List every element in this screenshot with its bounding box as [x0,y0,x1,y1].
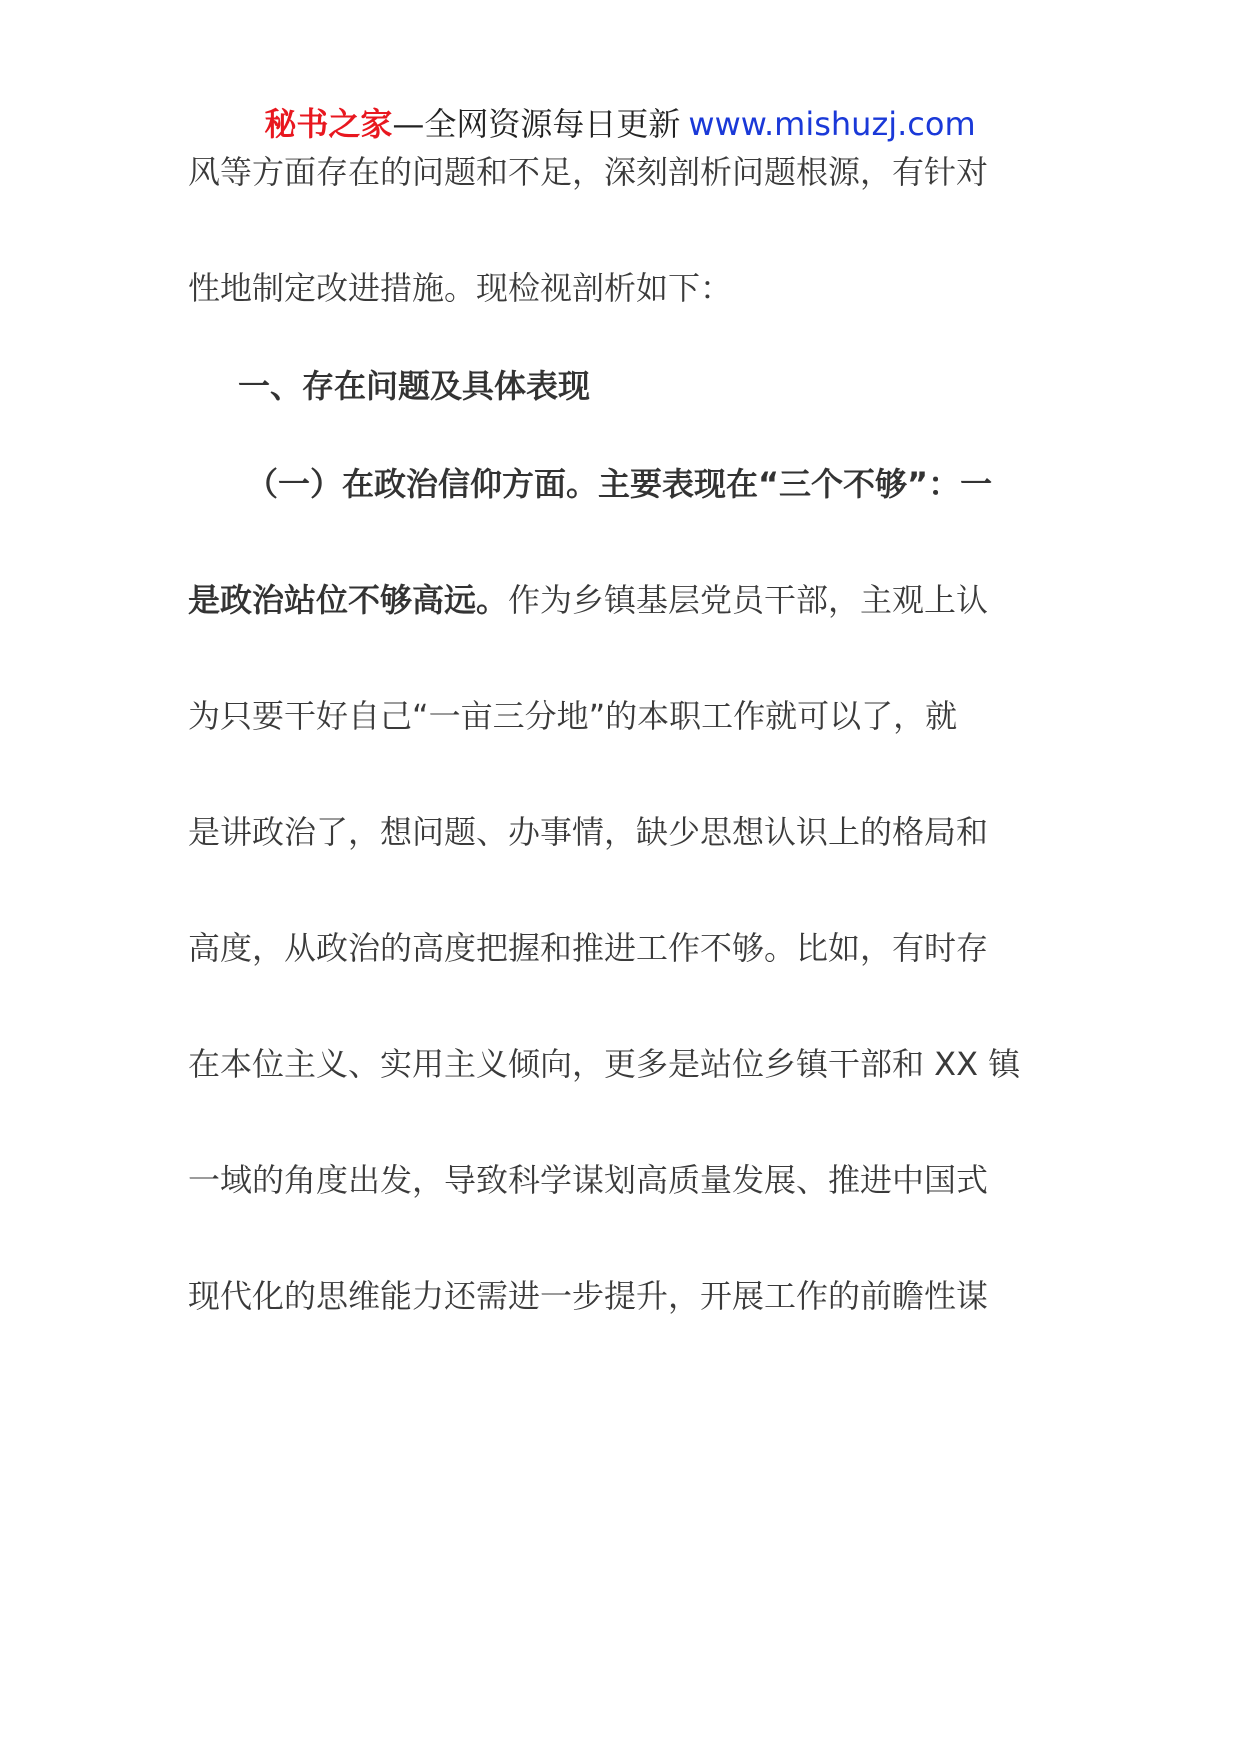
subsection-heading: （一）在政治信仰方面。主要表现在“三个不够”：一 [246,465,993,503]
body-line-8: 现代化的思维能力还需进一步提升，开展工作的前瞻性谋 [188,1277,989,1315]
body-line-6: 在本位主义、实用主义倾向，更多是站位乡镇干部和 XX 镇 [188,1045,1021,1083]
point-title: 是政治站位不够高远。 [188,581,509,619]
body-line-2: 性地制定改进措施。现检视剖析如下： [188,269,733,307]
point-text: 作为乡镇基层党员干部，主观上认 [508,581,989,619]
site-url-link[interactable]: www.mishuzj.com [688,105,976,143]
body-line-4: 是讲政治了，想问题、办事情，缺少思想认识上的格局和 [188,813,989,851]
body-line-3: 为只要干好自己“一亩三分地”的本职工作就可以了，就 [188,697,958,735]
section-heading: 一、存在问题及具体表现 [238,367,591,405]
body-line-1: 风等方面存在的问题和不足，深刻剖析问题根源，有针对 [188,153,989,191]
body-line-5: 高度，从政治的高度把握和推进工作不够。比如，有时存 [188,929,989,967]
header-tagline: —全网资源每日更新 [392,105,681,143]
body-line-7: 一域的角度出发，导致科学谋划高质量发展、推进中国式 [188,1161,989,1199]
site-header [0,104,1240,144]
point-line [188,580,1068,620]
brand-name: 秘书之家 [264,105,393,143]
